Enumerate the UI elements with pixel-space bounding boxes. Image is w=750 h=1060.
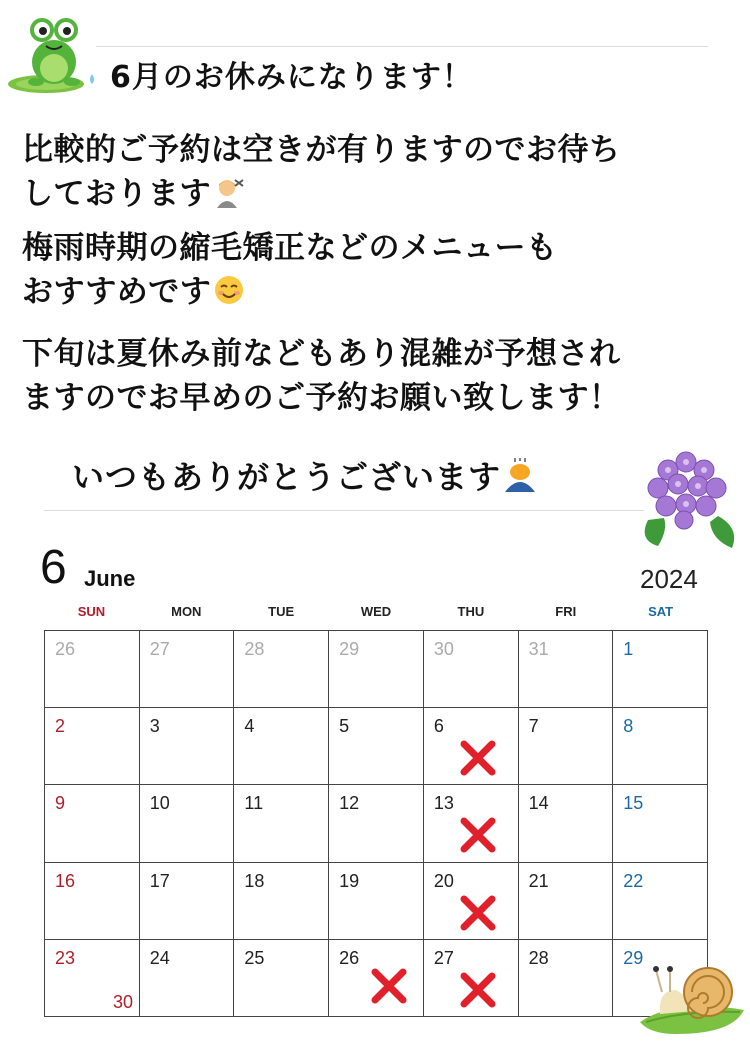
hydrangea-icon [628,440,744,552]
calendar-grid [44,630,708,1017]
closed-x-icon [458,815,498,855]
calendar-day-cell [234,785,329,862]
paragraph-line: 比較的ご予約は空きが有りますのでお待ち [22,132,621,168]
top-divider [96,46,708,47]
calendar-day-cell [234,940,329,1017]
calendar-day-cell [234,631,329,708]
extra-day-number: 30 [113,991,134,1012]
weekday-tue: TUE [268,604,295,619]
day-number: 26 [55,639,76,659]
snail-icon [636,950,748,1036]
day-number: 23 [55,947,76,968]
paragraph-line: 下旬は夏休み前などもあり混雑が予想され [22,336,621,372]
day-number: 9 [55,793,66,814]
day-number: 28 [244,639,265,659]
notice-paragraph-2 [22,226,722,314]
calendar-day-cell [45,631,140,708]
calendar-day-cell [519,940,614,1017]
day-number: 2 [55,716,66,737]
day-number: 29 [339,639,360,659]
day-number: 1 [623,639,634,659]
calendar-day-cell [424,940,519,1017]
day-number: 27 [433,947,454,968]
closed-x-icon [458,893,498,933]
day-number: 13 [433,793,454,814]
calendar-day-cell [329,863,424,940]
weekday-thu: THU [457,604,485,619]
paragraph-line: 梅雨時期の縮毛矯正などのメニューも [22,230,558,266]
calendar-day-cell [234,863,329,940]
frog-icon [6,12,98,94]
calendar-day-cell [329,785,424,862]
paragraph-line: ますのでお早めのご予約お願い致します！ [22,380,621,416]
day-number: 24 [149,947,170,968]
calendar-day-cell [45,708,140,785]
calendar-day-cell [140,785,235,862]
calendar-day-cell [424,863,519,940]
day-number: 26 [339,947,360,968]
bottom-divider [44,510,644,511]
calendar-day-cell [234,708,329,785]
calendar-day-cell [329,631,424,708]
calendar-month-number: 6 [40,541,67,594]
day-number: 12 [339,793,360,814]
calendar-day-cell [519,863,614,940]
calendar-day-cell [140,708,235,785]
calendar-day-cell [519,785,614,862]
closed-x-icon [458,738,498,778]
weekday-sun: SUN [77,604,106,619]
day-number: 7 [528,716,539,737]
day-number: 14 [528,793,549,814]
notice-headline: 6月のお休みになります！ [110,60,473,95]
day-number: 22 [623,870,644,891]
day-number: 21 [528,870,549,891]
day-number: 4 [244,716,255,737]
day-number: 28 [528,947,549,968]
calendar-day-cell [140,863,235,940]
smiling-face-emoji [213,274,245,306]
bowing-person-emoji [503,458,537,492]
calendar-day-cell [424,708,519,785]
notice-paragraph-1 [22,128,722,216]
calendar-month-name: June [84,566,136,591]
weekday-sat: SAT [648,604,674,619]
weekday-wed: WED [360,604,392,619]
day-number: 16 [55,870,76,891]
notice-paragraph-3 [22,332,722,420]
calendar-day-cell [613,708,708,785]
day-number: 5 [339,716,350,737]
calendar-day-cell [613,863,708,940]
day-number: 30 [433,639,454,659]
paragraph-line: おすすめです [22,270,722,314]
day-number: 20 [433,870,454,891]
weekday-header [44,604,708,626]
calendar-day-cell [45,785,140,862]
calendar-year: 2024 [640,564,698,594]
calendar-day-cell [45,940,140,1017]
weekday-fri: FRI [555,604,577,619]
day-number: 11 [244,793,264,814]
day-number: 3 [149,716,160,737]
barber-person-emoji [213,176,245,208]
calendar-day-cell [424,631,519,708]
calendar-day-cell [519,708,614,785]
day-number: 6 [433,716,444,737]
calendar-day-cell [329,708,424,785]
day-number: 19 [339,870,360,891]
day-number: 25 [244,947,265,968]
calendar-day-cell [45,863,140,940]
closed-x-icon [458,970,498,1010]
thanks-message: いつもありがとうございます [72,452,537,498]
day-number: 27 [149,639,170,659]
calendar-day-cell [329,940,424,1017]
day-number: 10 [149,793,170,814]
weekday-mon: MON [171,604,202,619]
calendar-day-cell [140,631,235,708]
closed-x-icon [369,966,409,1006]
calendar-day-cell [613,785,708,862]
calendar-day-cell [519,631,614,708]
day-number: 18 [244,870,265,891]
day-number: 15 [623,793,644,814]
calendar-day-cell [613,631,708,708]
paragraph-line: しております [22,172,722,216]
day-number: 17 [149,870,170,891]
calendar-day-cell [424,785,519,862]
day-number: 31 [528,639,549,659]
day-number: 8 [623,716,634,737]
calendar-day-cell [140,940,235,1017]
day-number: 29 [623,947,644,968]
